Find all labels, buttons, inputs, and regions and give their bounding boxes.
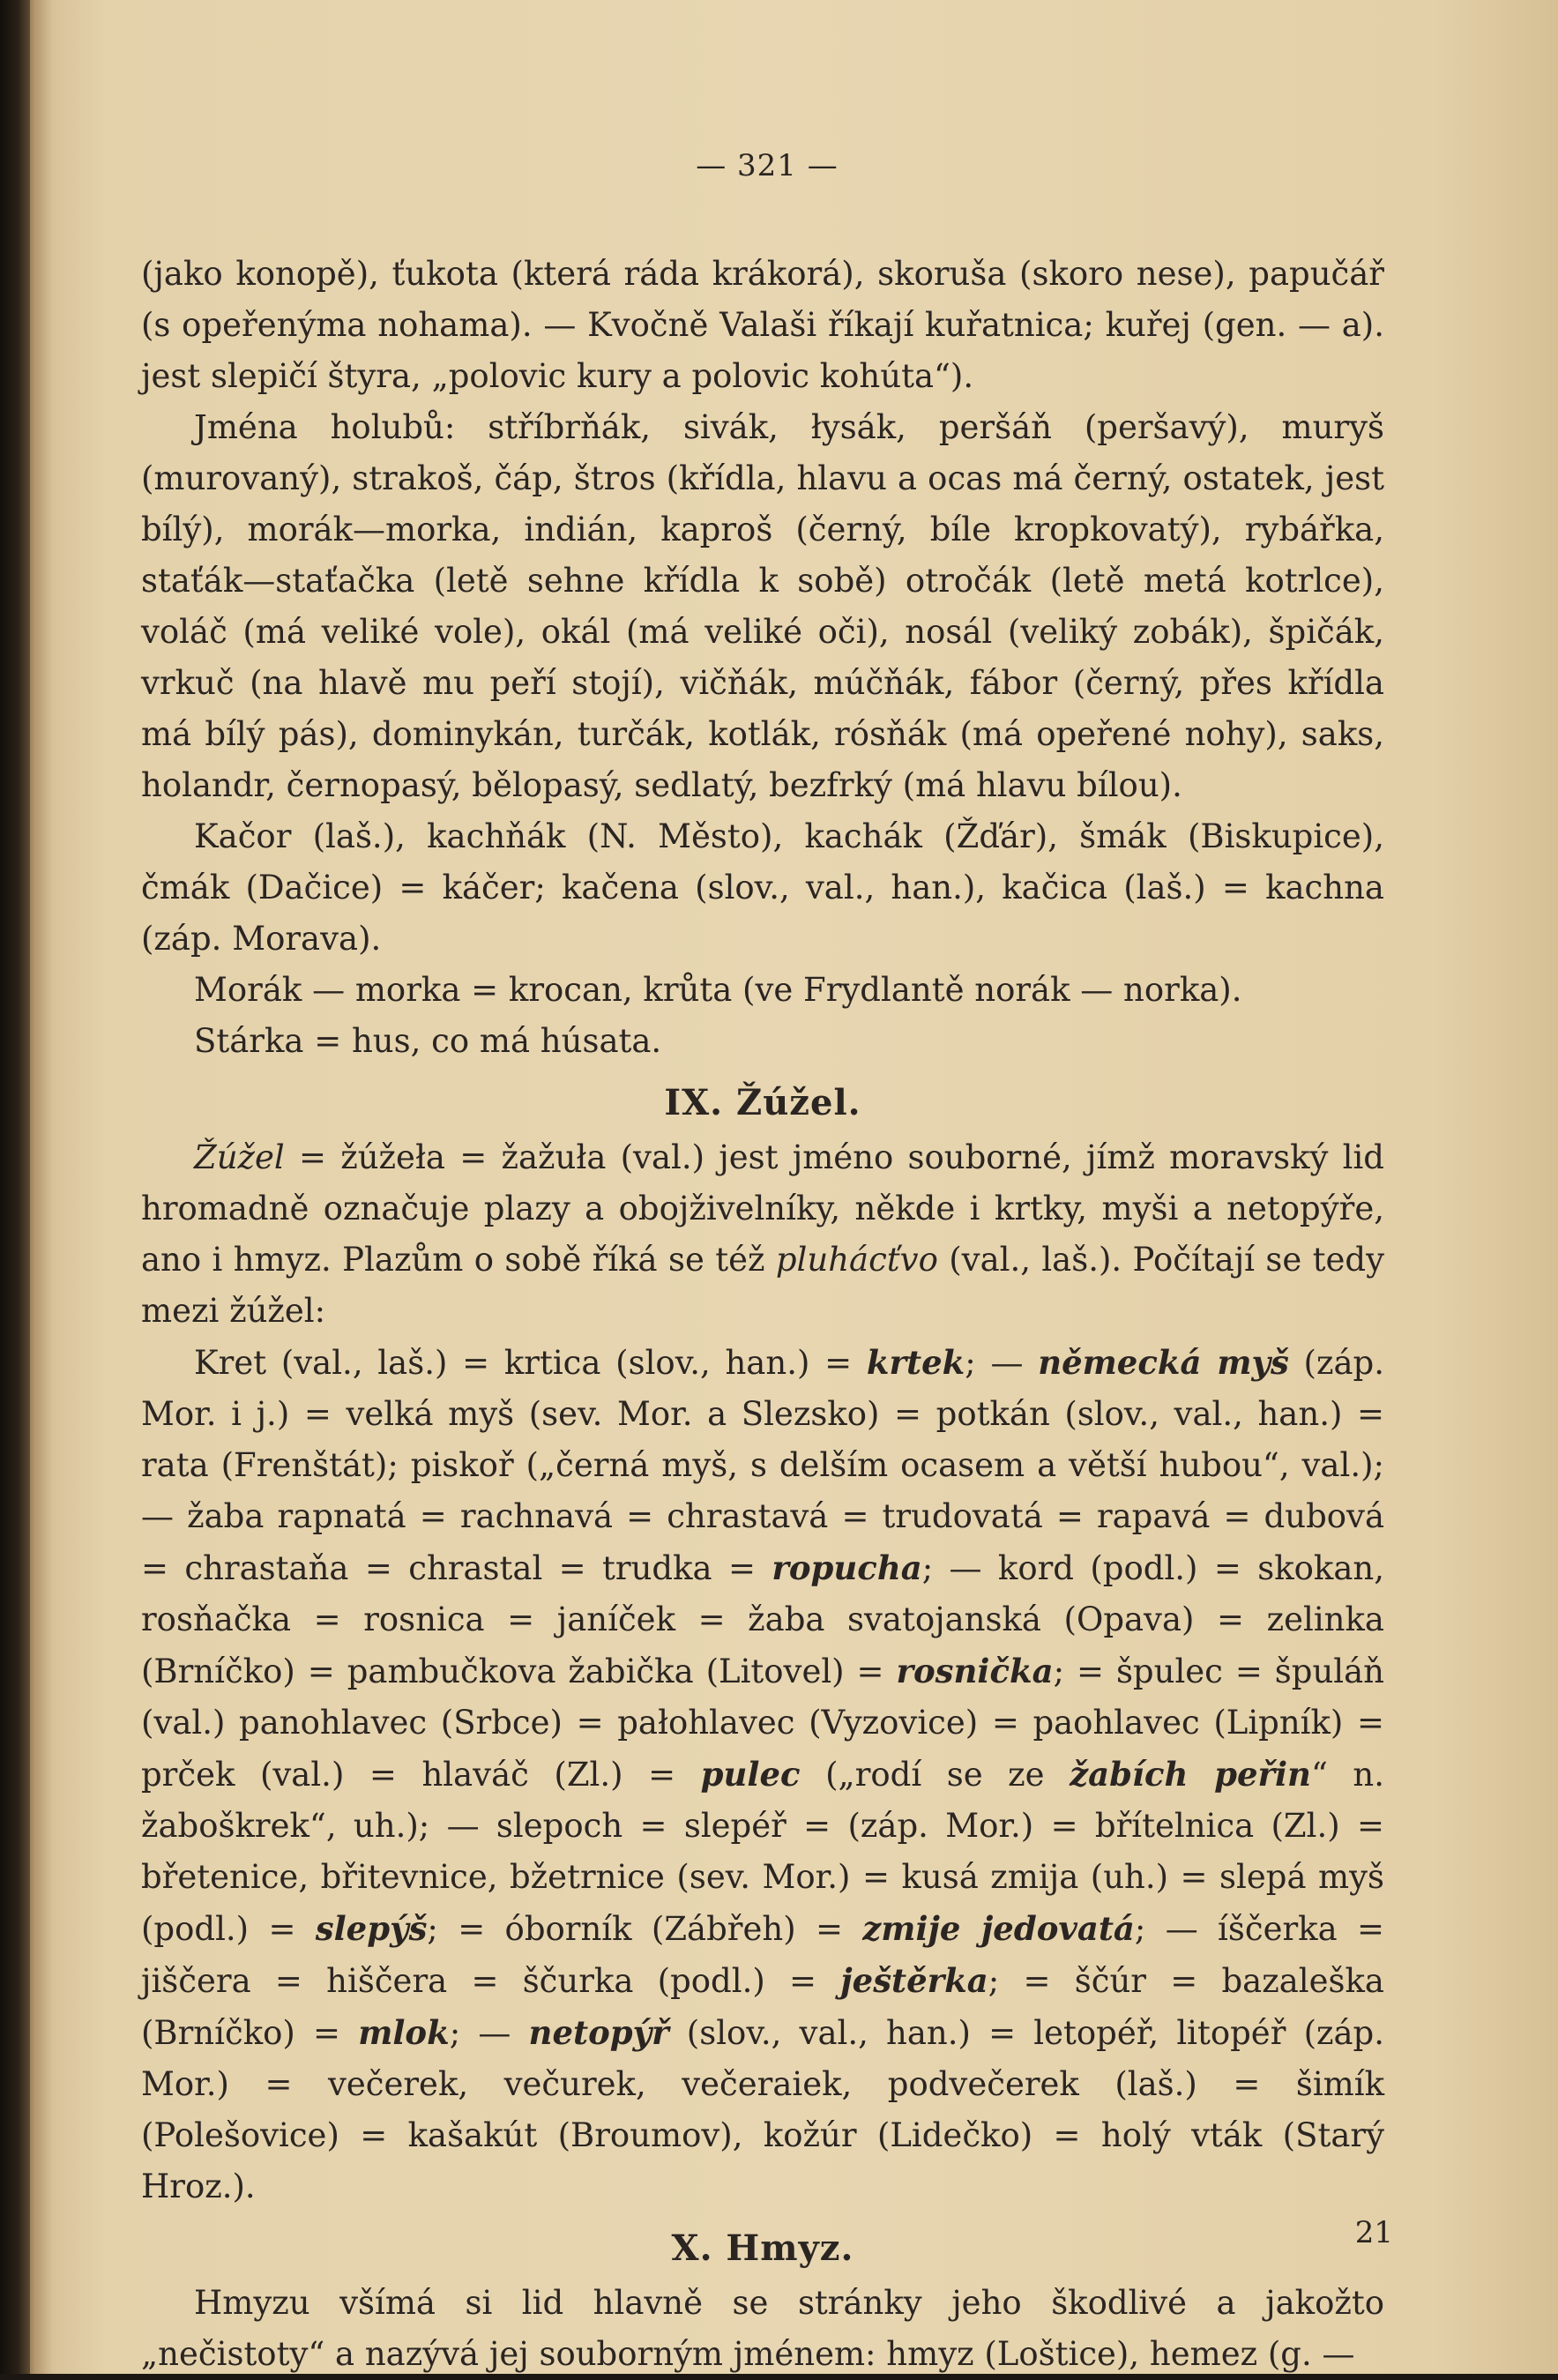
section-heading-x: X. Hmyz. (671, 2227, 854, 2269)
paragraph: Hmyzu všímá si lid hlavně se stránky jeho škodlivé a jakožto „nečistoty“ a nazývá jej souborným jménem: hmyz (Loštice), hemez (g. — (141, 2284, 1384, 2373)
paragraph: (jako konopě), ťukota (která ráda krákorá), skoruša (skoro nese), papučář (s opeřenýma nohama). — Kvočně Valaši říkají kuřatnica; kuřej (gen. — a). jest slepičí štyra, „polovic kury a polovic kohúta“). (141, 255, 1384, 395)
paragraph: Žúžel = žúžeła = žažuła (val.) jest jméno souborné, jímž moravský lid hromadně označuje plazy a obojživelníky, někde i krtky, myši a netopýře, ano i hmyz. Plazům o sobě říká se též pluhácťvo (val., laš.). Počítají se tedy mezi žúžel: (141, 1138, 1384, 1330)
paragraph: Morák — morka = krocan, krůta (ve Frydlantě norák — norka). (194, 971, 1242, 1009)
paragraph: Kačor (laš.), kachňák (N. Město), kachák (Žďár), šmák (Biskupice), čmák (Dačice) = káčer; kačena (slov., val., han.), kačica (laš.) = kachna (záp. Morava). (141, 817, 1384, 958)
book-binding-edge (0, 0, 30, 2374)
paragraph: Stárka = hus, co má húsata. (194, 1022, 662, 1060)
section-heading-ix: IX. Žúžel. (664, 1082, 861, 1123)
paragraph: Jména holubů: stříbrňák, sivák, łysák, peršáň (peršavý), muryš (murovaný), strakoš, čáp, štros (křídla, hlavu a ocas má černý, ostatek, jest bílý), morák—morka, indián, kaproš (černý, bíle kropkovatý), rybářka, staťák—staťačka (letě sehne křídla k sobě) otročák (letě metá kotrlce), voláč (má veliké vole), okál (má veliké oči), nosál (veliký zobák), špičák, vrkuč (na hlavě mu peří stojí), vičňák, múčňák, fábor (černý, přes křídla má bílý pás), dominykán, turčák, kotlák, rósňák (má opeřené nohy), saks, holandr, černopasý, bělopasý, sedlatý, bezfrký (má hlavu bílou). (141, 408, 1384, 804)
signature-mark: 21 (1354, 2215, 1393, 2250)
page-body (141, 249, 1384, 2380)
page-number: — 321 — (696, 148, 839, 183)
book-page (141, 0, 1393, 2374)
paragraph: Kret (val., laš.) = krtica (slov., han.) = krtek; — německá myš (záp. Mor. i j.) = velká myš (sev. Mor. a Slezsko) = potkán (slov., val., han.) = rata (Frenštát); piskoř („černá myš, s delším ocasem a větší hubou“, val.); — žaba rapnatá = rachnavá = chrastavá = trudovatá = rapavá = dubová = chrastaňa = chrastal = trudka = ropucha; — kord (podl.) = skokan, rosňačka = rosnica = janíček = žaba svatojanská (Opava) = zelinka (Brníčko) = pambučkova žabička (Litovel) = rosnička; = špulec = špuláň (val.) panohlavec (Srbce) = pałohlavec (Vyzovice) = paohlavec (Lipník) = prček (val.) = hlaváč (Zl.) = pulec („rodí se ze žabích peřin“ n. žaboškrek“, uh.); — slepoch = slepéř = (záp. Mor.) = břítelnica (Zl.) = břetenice, břitevnice, bžetrnice (sev. Mor.) = kusá zmija (uh.) = slepá myš (podl.) = slepýš; = óborník (Zábřeh) = zmije jedovatá; — íščerka = jiščera = hiščera = ščurka (podl.) = ještěrka; = ščúr = bazaleška (Brníčko) = mlok; — netopýř (slov., val., han.) = letopéř, litopéř (záp. Mor.) = večerek, večurek, večeraiek, podvečerek (laš.) = šimík (Polešovice) = kašakút (Broumov), kožúr (Lidečko) = holý vták (Starý Hroz.). (141, 1343, 1385, 2205)
